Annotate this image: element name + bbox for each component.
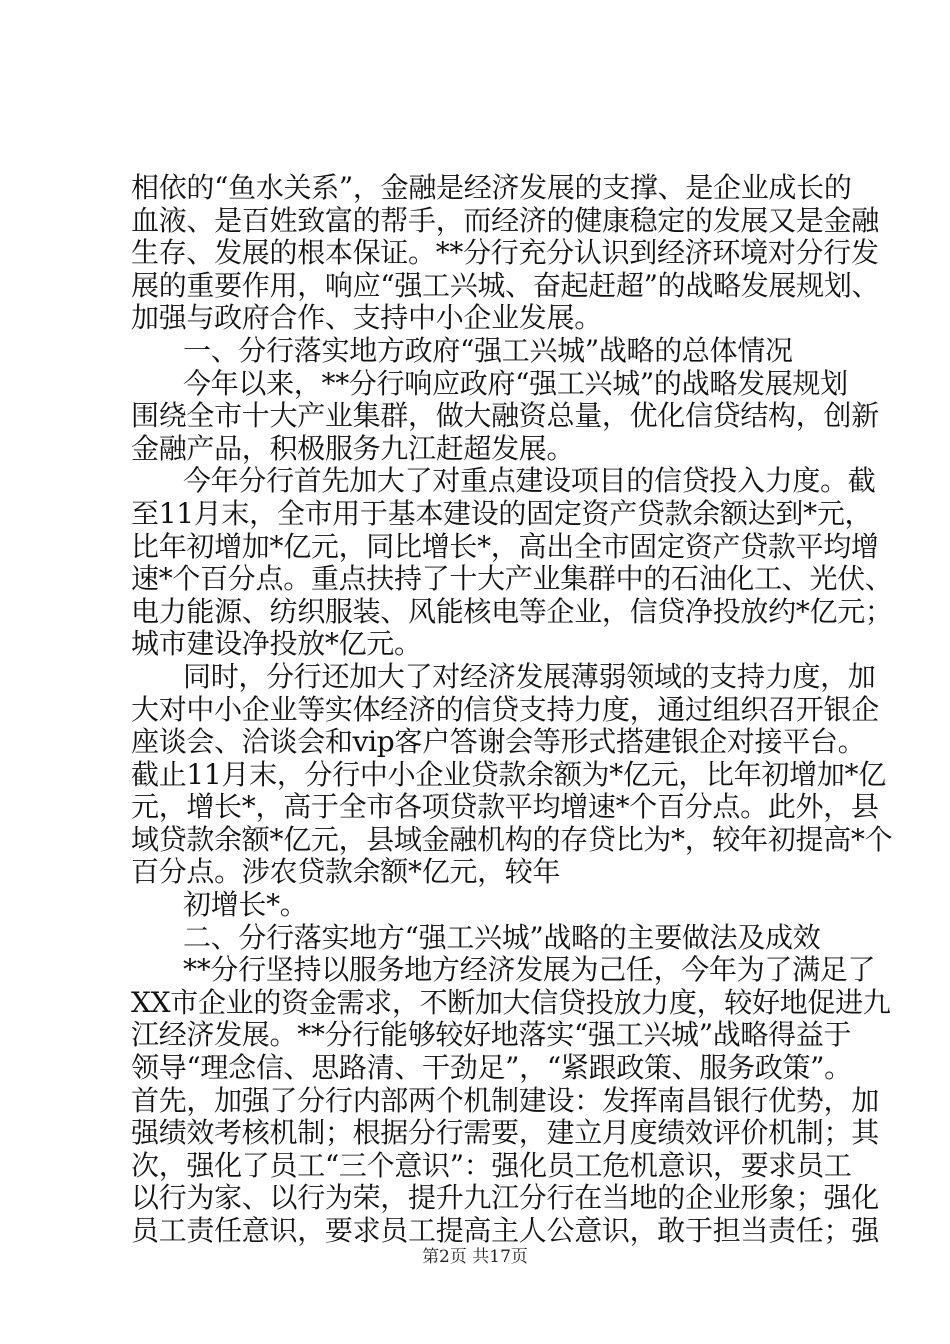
text-line: 电力能源、纺织服装、风能核电等企业，信贷净投放约*亿元； xyxy=(131,594,893,628)
text-line: 今年以来，**分行响应政府“强工兴城”的战略发展规划 xyxy=(183,366,848,400)
text-line: 大对中小企业等实体经济的信贷支持力度，通过组织召开银企 xyxy=(131,692,879,726)
text-line: 首先，加强了分行内部两个机制建设：发挥南昌银行优势，加 xyxy=(131,1083,879,1117)
text-line: 今年分行首先加大了对重点建设项目的信贷投入力度。截 xyxy=(183,464,876,498)
text-line: 员工责任意识，要求员工提高主人公意识，敢于担当责任；强 xyxy=(131,1214,879,1247)
text-line: XX市企业的资金需求，不断加大信贷投放力度，较好地促进九 xyxy=(131,985,891,1019)
document-body xyxy=(131,171,893,1248)
text-line: 加强与政府合作、支持中小企业发展。 xyxy=(131,301,602,335)
text-line: 展的重要作用，响应“强工兴城、奋起赶超”的战略发展规划、 xyxy=(131,268,880,302)
text-line: 同时，分行还加大了对经济发展薄弱领域的支持力度，加 xyxy=(183,659,876,693)
text-line: 百分点。涉农贷款余额*亿元，较年 xyxy=(131,855,561,889)
text-line: 域贷款余额*亿元，县域金融机构的存贷比为*，较年初提高*个 xyxy=(131,822,893,856)
text-line: 至11月末，全市用于基本建设的固定资产贷款余额达到*元， xyxy=(131,496,873,530)
text-line: 座谈会、洽谈会和vip客户答谢会等形式搭建银企对接平台。 xyxy=(131,725,866,759)
text-line: 江经济发展。**分行能够较好地落实“强工兴城”战略得益于 xyxy=(131,1018,852,1052)
text-line: 城市建设净投放*亿元。 xyxy=(131,627,422,661)
text-line: 相依的“鱼水关系”，金融是经济发展的支撑、是企业成长的 xyxy=(131,171,852,204)
text-line: 初增长*。 xyxy=(183,888,308,922)
text-line: 金融产品，积极服务九江赶超发展。 xyxy=(131,431,575,465)
text-line: 领导“理念信、思路清、干劲足”，“紧跟政策、服务政策”。 xyxy=(131,1051,852,1085)
text-line: 生存、发展的根本保证。**分行充分认识到经济环境对分行发 xyxy=(131,236,879,270)
text-line: 一、分行落实地方政府“强工兴城”战略的总体情况 xyxy=(183,333,793,367)
text-line: 截止11月末，分行中小企业贷款余额为*亿元，比年初增加*亿 xyxy=(131,757,886,791)
text-line: 以行为家、以行为荣，提升九江分行在当地的企业形象；强化 xyxy=(131,1181,879,1215)
text-line: 次，强化了员工“三个意识”：强化员工危机意识，要求员工 xyxy=(131,1148,852,1182)
text-line: 血液、是百姓致富的帮手，而经济的健康稳定的发展又是金融 xyxy=(131,203,879,237)
text-line: 围绕全市十大产业集群，做大融资总量，优化信贷结构，创新 xyxy=(131,399,879,433)
page-footer: 第2页 共17页 xyxy=(422,1247,528,1267)
text-line: 速*个百分点。重点扶持了十大产业集群中的石油化工、光伏、 xyxy=(131,562,893,596)
text-line: 二、分行落实地方“强工兴城”战略的主要做法及成效 xyxy=(183,920,821,954)
text-line: 比年初增加*亿元，同比增长*，高出全市固定资产贷款平均增 xyxy=(131,529,879,563)
text-line: **分行坚持以服务地方经济发展为己任，今年为了满足了 xyxy=(183,953,876,987)
text-line: 元，增长*，高于全市各项贷款平均增速*个百分点。此外，县 xyxy=(131,790,879,824)
text-line: 强绩效考核机制；根据分行需要，建立月度绩效评价机制；其 xyxy=(131,1116,879,1150)
